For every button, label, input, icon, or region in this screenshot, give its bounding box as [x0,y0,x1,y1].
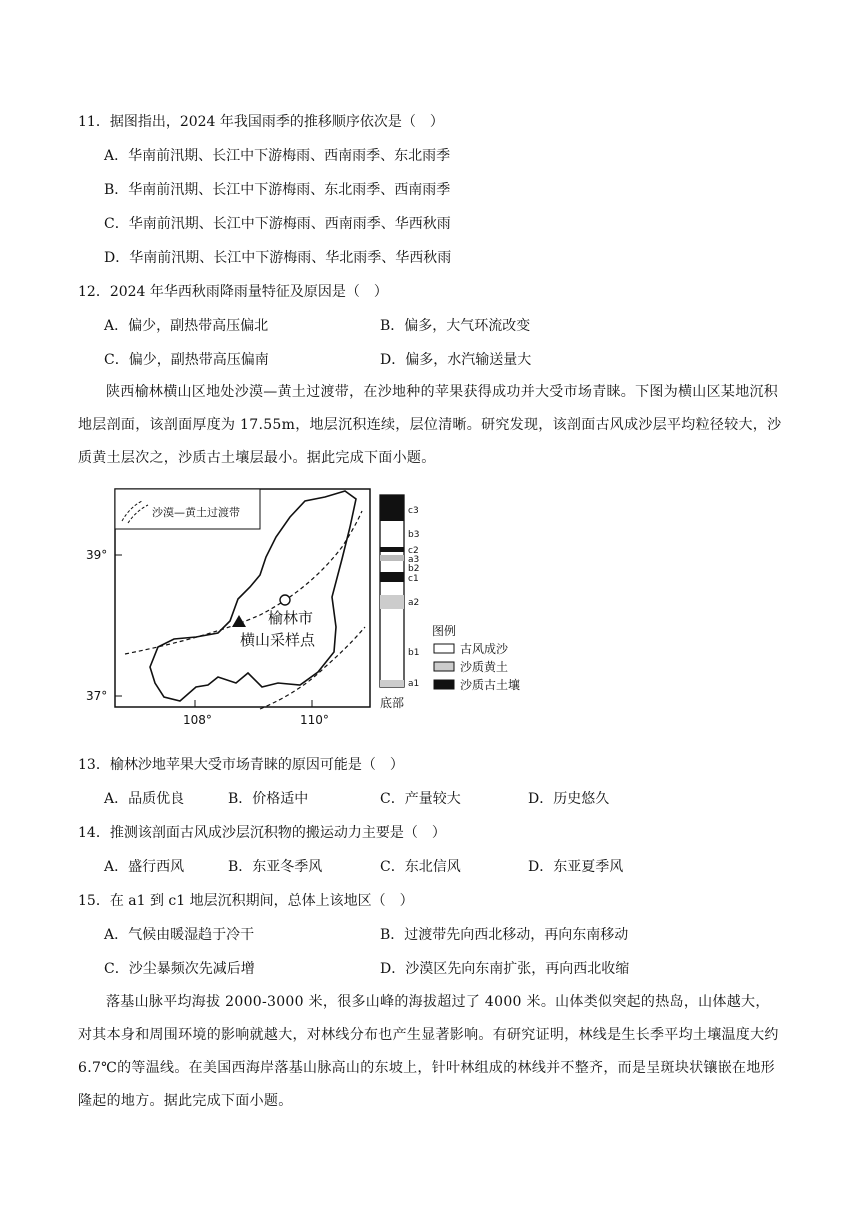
site-label: 横山采样点 [240,631,316,649]
layer-label-c3: c3 [408,506,419,516]
layer-c2 [380,547,404,552]
layer-a1 [380,680,404,687]
question-13-option-a: A．品质优良 [104,791,185,807]
question-12-stem: 12．2024 年华西秋雨降雨量特征及原因是（ ） [78,284,388,300]
layer-label-c1: c1 [408,574,419,584]
legend-swatch-sandy-loess [434,662,454,671]
stratigraphic-map-figure [86,487,540,727]
layer-a2 [380,595,404,609]
legend-title: 图例 [432,624,457,638]
city-label: 榆林市 [268,609,314,627]
passage-yulin: 陕西榆林横山区地处沙漠—黄土过渡带，在沙地种的苹果获得成功并大受市场青睐。下图为横山区某地沉积地层剖面，该剖面厚度为 17.55m，地层沉积连续，层位清晰。研究发现，该剖面古风成沙层平均粒径较大，沙质黄土层次之，沙质古土壤层最小。据此完成下面小题。 [78,384,782,466]
figure-svg [86,487,540,727]
question-12-option-c: C．偏少，副热带高压偏南 [104,352,269,368]
question-11-stem: 11．据图指出，2024 年我国雨季的推移顺序依次是（ ） [78,114,444,130]
strata-column [380,495,404,687]
layer-c3 [380,495,404,521]
question-11-option-d: D．华南前汛期、长江中下游梅雨、华北雨季、华西秋雨 [104,250,452,266]
question-14-option-d: D．东亚夏季风 [528,859,624,875]
question-15-option-b: B．过渡带先向西北移动，再向东南移动 [380,927,629,943]
passage-rockies: 落基山脉平均海拔 2000-3000 米，很多山峰的海拔超过了 4000 米。山体类似突起的热岛，山体越大，对其本身和周围环境的影响就越大，对林线分布也产生显著影响。有研究证明，林线是生长季平均土壤温度大约 6.7℃的等温线。在美国西海岸落基山脉高山的东坡上，针叶林组成的林线并不整齐，而是呈斑块状镶嵌在地形隆起的地方。据此完成下面小题。 [78,994,779,1109]
question-12-option-d: D．偏多，水汽输送量大 [380,352,532,368]
layer-label-a1: a1 [408,679,420,689]
bottom-label: 底部 [380,696,405,710]
question-13-option-d: D．历史悠久 [528,791,610,807]
layer-label-b3: b3 [408,530,420,540]
legend-swatch-paleosol [434,680,454,689]
question-12-option-a: A．偏少，副热带高压偏北 [104,318,269,334]
question-13-option-c: C．产量较大 [380,791,461,807]
question-14-stem: 14．推测该剖面古风成沙层沉积物的搬运动力主要是（ ） [78,825,446,841]
layer-label-b1: b1 [408,648,420,658]
legend-swatch-aeolian-sand [434,644,454,653]
layer-a3 [380,555,404,561]
question-15-stem: 15．在 a1 到 c1 地层沉积期间，总体上该地区（ ） [78,893,414,909]
lat-39-label: 39° [86,548,108,562]
lon-110-label: 110° [300,713,329,727]
legend-sandy-loess: 沙质黄土 [460,660,509,674]
legend-aeolian-sand: 古风成沙 [460,642,509,656]
lon-108-label: 108° [183,713,212,727]
question-15-option-a: A．气候由暖湿趋于冷干 [104,927,255,943]
yulin-city-marker [280,595,290,605]
layer-label-a3: a3 [408,555,420,565]
question-11-option-a: A．华南前汛期、长江中下游梅雨、西南雨季、东北雨季 [104,148,451,164]
question-14-option-b: B．东亚冬季风 [228,859,323,875]
lat-37-label: 37° [86,689,108,703]
legend-paleosol: 沙质古土壤 [460,678,521,692]
transition-legend-label: 沙漠—黄土过渡带 [152,506,240,519]
question-12-option-b: B．偏多，大气环流改变 [380,318,531,334]
question-13-option-b: B．价格适中 [228,791,309,807]
question-13-stem: 13．榆林沙地苹果大受市场青睐的原因可能是（ ） [78,757,404,773]
question-11-option-b: B．华南前汛期、长江中下游梅雨、东北雨季、西南雨季 [104,182,451,198]
question-14-option-a: A．盛行西风 [104,859,185,875]
question-15-option-d: D．沙漠区先向东南扩张，再向西北收缩 [380,961,630,977]
question-11-option-c: C．华南前汛期、长江中下游梅雨、西南雨季、华西秋雨 [104,216,451,232]
layer-labels [408,506,419,689]
question-14-option-c: C．东北信风 [380,859,461,875]
layer-label-c2: c2 [408,546,419,556]
layer-c1 [380,572,404,582]
question-15-option-c: C．沙尘暴频次先减后增 [104,961,255,977]
layer-label-a2: a2 [408,598,420,608]
layer-label-b2: b2 [408,564,420,574]
